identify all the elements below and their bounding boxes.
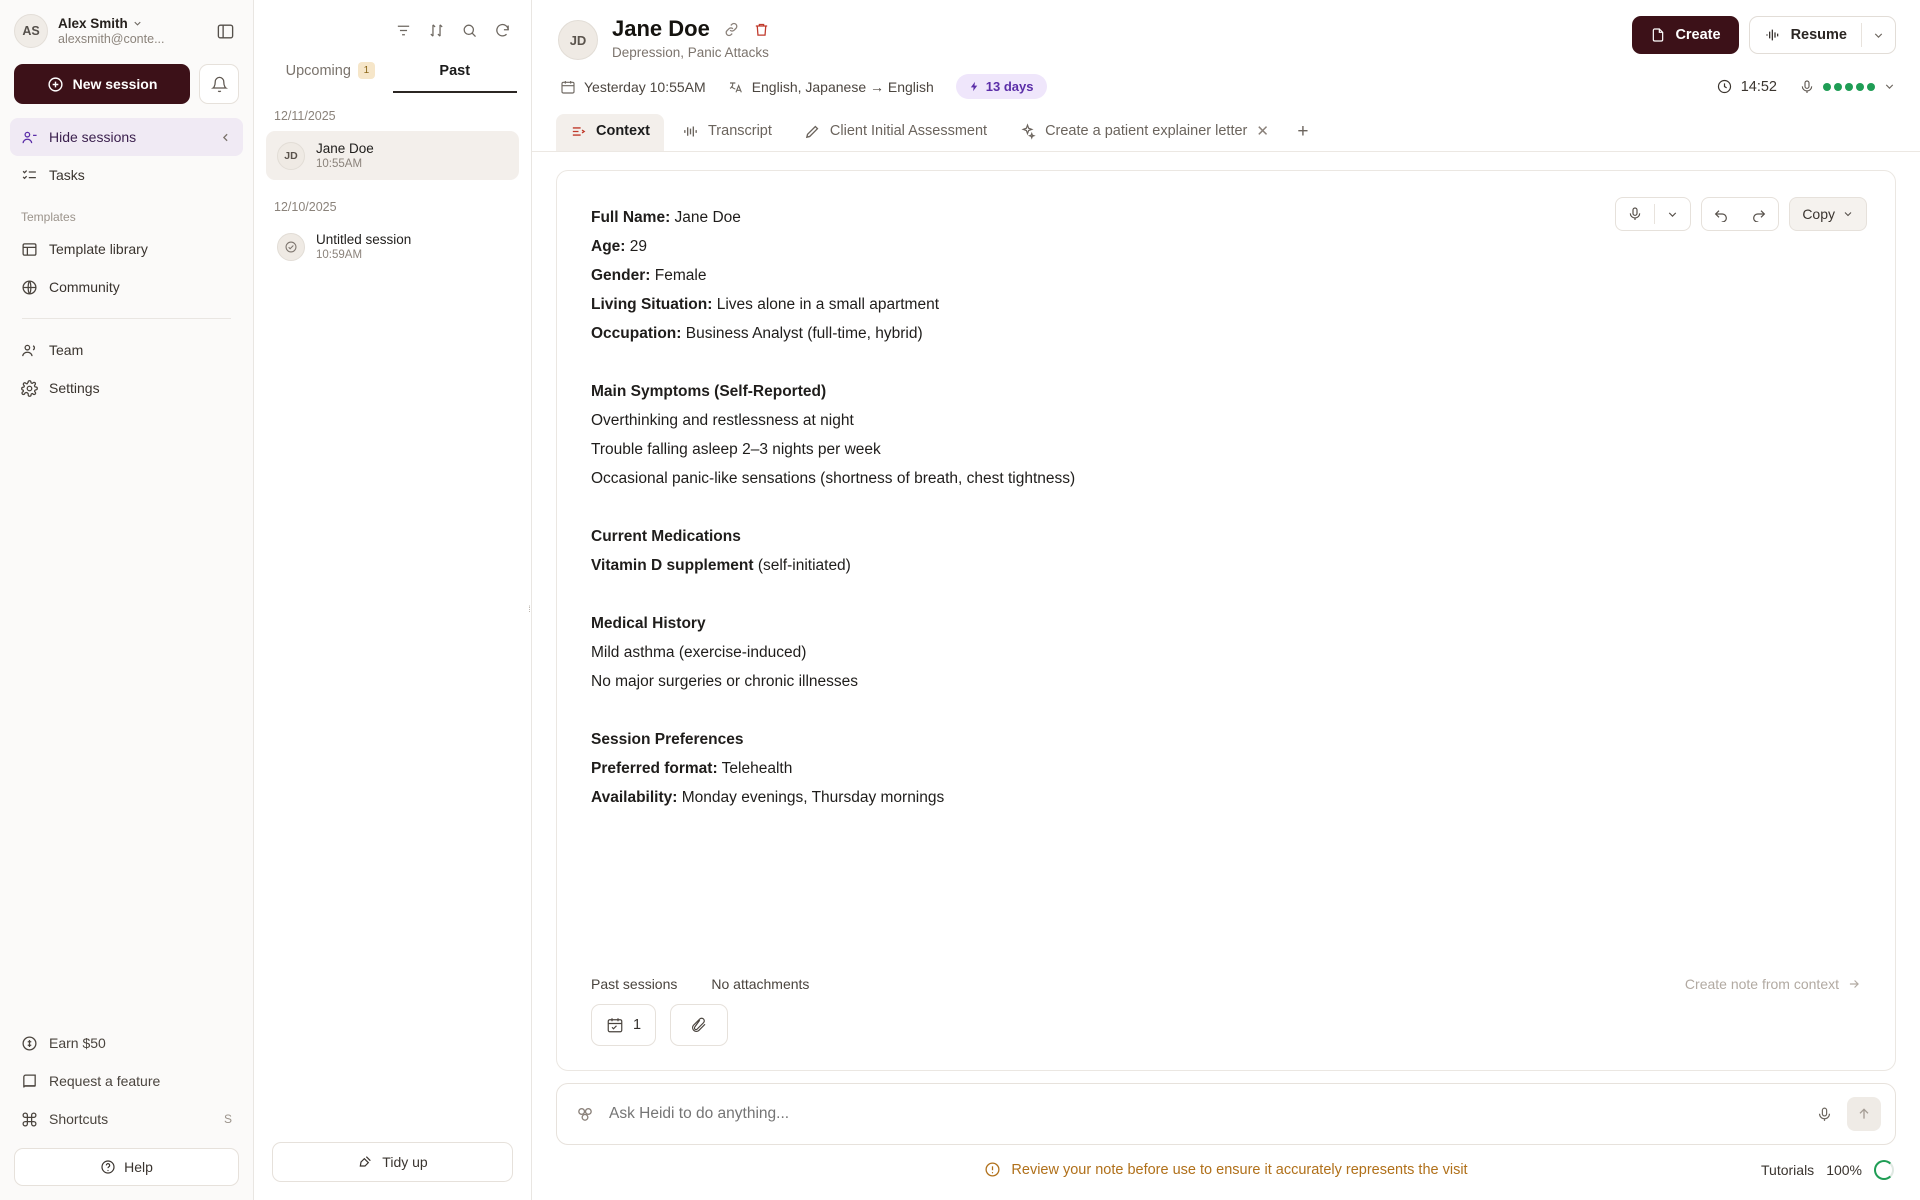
field-value: 29 (629, 238, 648, 255)
doc-spacer (591, 696, 1861, 725)
tab-transcript[interactable] (668, 114, 786, 151)
tab-client-initial-assessment[interactable] (790, 114, 1001, 151)
sidebar-item-label: Team (49, 342, 84, 358)
session-meta-row (558, 74, 1896, 99)
session-name: Untitled session (316, 232, 412, 247)
tutorials-label: Tutorials (1761, 1162, 1815, 1178)
community-icon (21, 279, 38, 296)
sidebar-item-shortcuts[interactable] (10, 1100, 243, 1138)
sidebar-item-template-library[interactable] (10, 230, 243, 268)
footer-chips (591, 1004, 1861, 1046)
sidebar-item-tasks[interactable] (10, 156, 243, 194)
sidebar-divider (22, 318, 231, 319)
doc-line (591, 551, 1861, 580)
team-icon (21, 342, 38, 359)
tab-upcoming[interactable] (268, 53, 393, 93)
help-icon (100, 1159, 116, 1175)
doc-heading (591, 522, 1861, 551)
new-session-row (0, 48, 253, 104)
sidebar (0, 0, 254, 1200)
panel-resize-handle[interactable]: ⁞ (528, 604, 532, 614)
broom-icon (357, 1154, 373, 1170)
search-icon[interactable] (461, 22, 478, 39)
arrow-right-icon (1847, 977, 1861, 991)
tutorials-control[interactable] (1761, 1160, 1894, 1180)
field-label: Living Situation: (591, 296, 713, 313)
user-name: Alex Smith (58, 16, 128, 31)
past-sessions-count: 1 (633, 1017, 642, 1033)
field-label: Gender: (591, 267, 651, 284)
days-badge-label: 13 days (985, 79, 1034, 94)
progress-ring-icon (1874, 1160, 1894, 1180)
document-card (556, 170, 1896, 1071)
tab-label: Client Initial Assessment (829, 123, 988, 139)
doc-line (591, 754, 1861, 783)
tab-past-label: Past (439, 62, 471, 79)
microphone-icon (1799, 79, 1815, 95)
hide-sessions-icon (21, 129, 38, 146)
med-note: (self-initiated) (757, 557, 851, 574)
med-name: Vitamin D supplement (591, 557, 754, 574)
recording-status (1716, 78, 1896, 95)
create-label: Create (1675, 27, 1721, 43)
sidebar-item-team[interactable] (10, 331, 243, 369)
sessions-toolbar (254, 0, 531, 39)
field-label: Occupation: (591, 325, 682, 342)
doc-line (591, 783, 1861, 812)
sidebar-item-label: Tasks (49, 167, 85, 183)
document-footer (557, 972, 1895, 1070)
book-icon (21, 1073, 38, 1090)
undo-icon[interactable] (1702, 198, 1740, 230)
sidebar-item-settings[interactable] (10, 369, 243, 407)
copy-button[interactable] (1789, 197, 1867, 231)
mic-input-icon[interactable] (1816, 1106, 1833, 1123)
session-date-header: 12/11/2025 (274, 109, 336, 123)
help-label: Help (124, 1159, 153, 1175)
sidebar-item-label: Request a feature (49, 1073, 161, 1089)
collapse-sidebar-button[interactable] (211, 17, 239, 45)
doc-spacer (591, 493, 1861, 522)
create-note-from-context-link[interactable] (1685, 976, 1861, 992)
delete-session-icon[interactable] (753, 21, 770, 38)
doc-heading (591, 377, 1861, 406)
doc-heading (591, 609, 1861, 638)
mic-level-dots (1823, 83, 1875, 91)
content-tabs (532, 99, 1920, 152)
bolt-icon (969, 81, 980, 92)
sidebar-nav (0, 104, 253, 407)
pencil-icon (804, 123, 821, 140)
section-heading: Current Medications (591, 528, 741, 545)
pref-label: Preferred format: (591, 760, 718, 777)
document-area (532, 152, 1920, 1071)
sessions-tabs (254, 39, 531, 93)
dictate-icon[interactable] (1616, 198, 1654, 230)
field-value: Jane Doe (674, 209, 741, 226)
filter-icon[interactable] (395, 22, 412, 39)
new-session-button[interactable] (14, 64, 190, 104)
session-datetime (560, 79, 706, 95)
mic-dot (1823, 83, 1831, 91)
chevron-left-icon (219, 131, 232, 144)
doc-line: Trouble falling asleep 2–3 nights per week (591, 441, 881, 458)
sessions-list (254, 93, 531, 275)
zoom-level: 100% (1826, 1162, 1862, 1178)
avatar: AS (14, 14, 48, 48)
tab-label: Create a patient explainer letter (1045, 123, 1248, 139)
help-button[interactable] (14, 1148, 239, 1186)
past-sessions-chip[interactable] (591, 1004, 656, 1046)
chevron-down-icon[interactable] (1883, 80, 1896, 93)
chat-composer[interactable] (556, 1083, 1896, 1145)
send-button[interactable] (1847, 1097, 1881, 1131)
sessions-panel (254, 0, 532, 1200)
doc-line: Overthinking and restlessness at night (591, 412, 854, 429)
session-languages-label: English, Japanese → English (751, 78, 934, 95)
dictate-dropdown-icon[interactable] (1655, 198, 1690, 230)
calendar-sessions-icon (606, 1016, 624, 1034)
waveform-icon (1764, 27, 1782, 43)
session-timer (1716, 78, 1777, 95)
session-avatar: JD (277, 142, 305, 170)
sidebar-item-label: Community (49, 279, 120, 295)
avatar: JD (558, 20, 598, 60)
doc-spacer (591, 348, 1861, 377)
session-icon (277, 233, 305, 261)
sidebar-item-label: Hide sessions (49, 129, 137, 145)
chevron-down-icon (1842, 208, 1854, 220)
main-header (532, 0, 1920, 99)
past-sessions-label: Past sessions (591, 976, 678, 992)
main-panel (532, 0, 1920, 1200)
list-item[interactable] (266, 131, 519, 180)
sidebar-item-request-a-feature[interactable] (10, 1062, 243, 1100)
session-datetime-label: Yesterday 10:55AM (584, 78, 706, 95)
timer-label: 14:52 (1740, 78, 1777, 95)
add-tab-button[interactable]: + (1297, 121, 1309, 142)
user-email: alexsmith@conte... (58, 32, 165, 46)
attachments-label: No attachments (711, 976, 810, 992)
chevron-down-icon (132, 18, 143, 29)
doc-line (591, 319, 1861, 348)
session-languages[interactable] (728, 79, 934, 95)
resume-button[interactable] (1749, 16, 1896, 54)
sidebar-item-earn-50[interactable] (10, 1024, 243, 1062)
tidy-up-label: Tidy up (382, 1154, 428, 1170)
tab-label: Context (596, 123, 650, 139)
footer-labels (591, 976, 1861, 992)
field-label: Age: (591, 238, 626, 255)
tab-label: Transcript (707, 123, 772, 139)
tasks-icon (21, 167, 38, 184)
field-value: Female (654, 267, 707, 284)
doc-heading (591, 725, 1861, 754)
sidebar-item-label: Earn $50 (49, 1035, 106, 1051)
plus-circle-icon (47, 76, 64, 93)
new-session-label: New session (72, 76, 158, 92)
doc-line (591, 261, 1861, 290)
translate-icon (728, 79, 744, 95)
search-input[interactable] (609, 1105, 1802, 1123)
doc-line: Mild asthma (exercise-induced) (591, 644, 807, 661)
mic-dot (1867, 83, 1875, 91)
sidebar-top (0, 0, 253, 48)
doc-line: Occasional panic-like sensations (shortness of breath, chest tightness) (591, 470, 1076, 487)
heidi-logo-icon (575, 1104, 595, 1124)
history-group (1701, 197, 1779, 231)
session-time: 10:59AM (316, 249, 363, 261)
tab-context[interactable] (556, 114, 664, 151)
tidy-up-wrap (254, 1142, 531, 1200)
user-row[interactable] (14, 14, 239, 48)
shortcut-key: S (223, 1112, 232, 1126)
settings-icon (21, 380, 38, 397)
tab-past[interactable] (393, 53, 518, 93)
tab-create-a-patient-explainer-letter[interactable] (1005, 113, 1283, 151)
transcript-icon (682, 123, 699, 140)
calendar-icon (560, 79, 576, 95)
tab-upcoming-label: Upcoming (285, 62, 351, 79)
redo-icon[interactable] (1740, 198, 1778, 230)
mic-level[interactable] (1799, 79, 1896, 95)
mic-dot (1856, 83, 1864, 91)
link-patient-icon[interactable] (723, 21, 740, 38)
session-time: 10:55AM (316, 158, 363, 170)
pref-label: Availability: (591, 789, 678, 806)
sidebar-item-label: Shortcuts (49, 1111, 109, 1127)
document-icon (1650, 27, 1666, 43)
resume-label-wrap[interactable] (1750, 27, 1861, 43)
sidebar-item-community[interactable] (10, 268, 243, 306)
document-toolbar (1615, 197, 1867, 231)
tidy-up-button[interactable] (272, 1142, 513, 1182)
session-text (316, 232, 411, 261)
status-badge (956, 74, 1047, 99)
create-note-label: Create note from context (1684, 976, 1839, 992)
sidebar-item-label: Template library (49, 241, 148, 257)
session-text (316, 141, 374, 170)
field-value: Business Analyst (full-time, hybrid) (685, 325, 923, 342)
template-library-icon (21, 241, 38, 258)
sidebar-item-label: Settings (49, 380, 100, 396)
list-item[interactable] (266, 222, 519, 271)
document-body[interactable] (557, 171, 1895, 972)
header-actions (1632, 16, 1896, 54)
section-heading: Session Preferences (591, 731, 744, 748)
doc-spacer (591, 580, 1861, 609)
sidebar-item-hide-sessions[interactable] (10, 118, 243, 156)
clock-icon (1716, 78, 1733, 95)
section-heading: Main Symptoms (Self-Reported) (591, 383, 827, 400)
pref-value: Telehealth (721, 760, 793, 777)
sparkle-icon (1019, 123, 1036, 140)
field-value: Lives alone in a small apartment (716, 296, 940, 313)
dictation-group (1615, 197, 1691, 231)
bell-icon (211, 76, 228, 93)
section-heading: Medical History (591, 615, 706, 632)
command-icon (21, 1111, 38, 1128)
warning-icon (984, 1161, 1001, 1178)
patient-name: Jane Doe (612, 16, 710, 41)
upcoming-badge: 1 (358, 62, 375, 79)
page-title (612, 16, 770, 42)
patient-subtitle: Depression, Panic Attacks (612, 45, 769, 60)
sort-icon[interactable] (428, 22, 445, 39)
patient-header-row (558, 16, 1896, 60)
templates-group-label: Templates (21, 210, 76, 224)
session-name: Jane Doe (316, 141, 374, 156)
user-name-row (58, 16, 201, 31)
patient-title-block (612, 16, 770, 60)
composer-wrap (532, 1071, 1920, 1145)
footer-warning (532, 1145, 1920, 1178)
doc-line (591, 232, 1861, 261)
sidebar-bottom (0, 1024, 253, 1200)
close-icon[interactable]: ✕ (1256, 123, 1269, 140)
paperclip-icon (690, 1016, 708, 1034)
bottom-padding (532, 1178, 1920, 1200)
refresh-icon[interactable] (494, 22, 511, 39)
field-label: Full Name: (591, 209, 671, 226)
user-meta (58, 16, 201, 46)
notifications-button[interactable] (199, 64, 239, 104)
resume-text: Resume (1790, 27, 1847, 43)
doc-line (591, 290, 1861, 319)
context-icon (570, 123, 587, 140)
create-button[interactable] (1632, 16, 1738, 54)
pref-value: Monday evenings, Thursday mornings (681, 789, 945, 806)
doc-line: No major surgeries or chronic illnesses (591, 673, 859, 690)
copy-label: Copy (1802, 206, 1835, 222)
mic-dot (1845, 83, 1853, 91)
attachments-chip[interactable] (670, 1004, 728, 1046)
mic-dot (1834, 83, 1842, 91)
session-date-header: 12/10/2025 (274, 200, 337, 214)
resume-dropdown-icon[interactable] (1862, 29, 1895, 42)
gift-icon (21, 1035, 38, 1052)
footer-warning-label: Review your note before use to ensure it accurately represents the visit (1011, 1161, 1468, 1178)
